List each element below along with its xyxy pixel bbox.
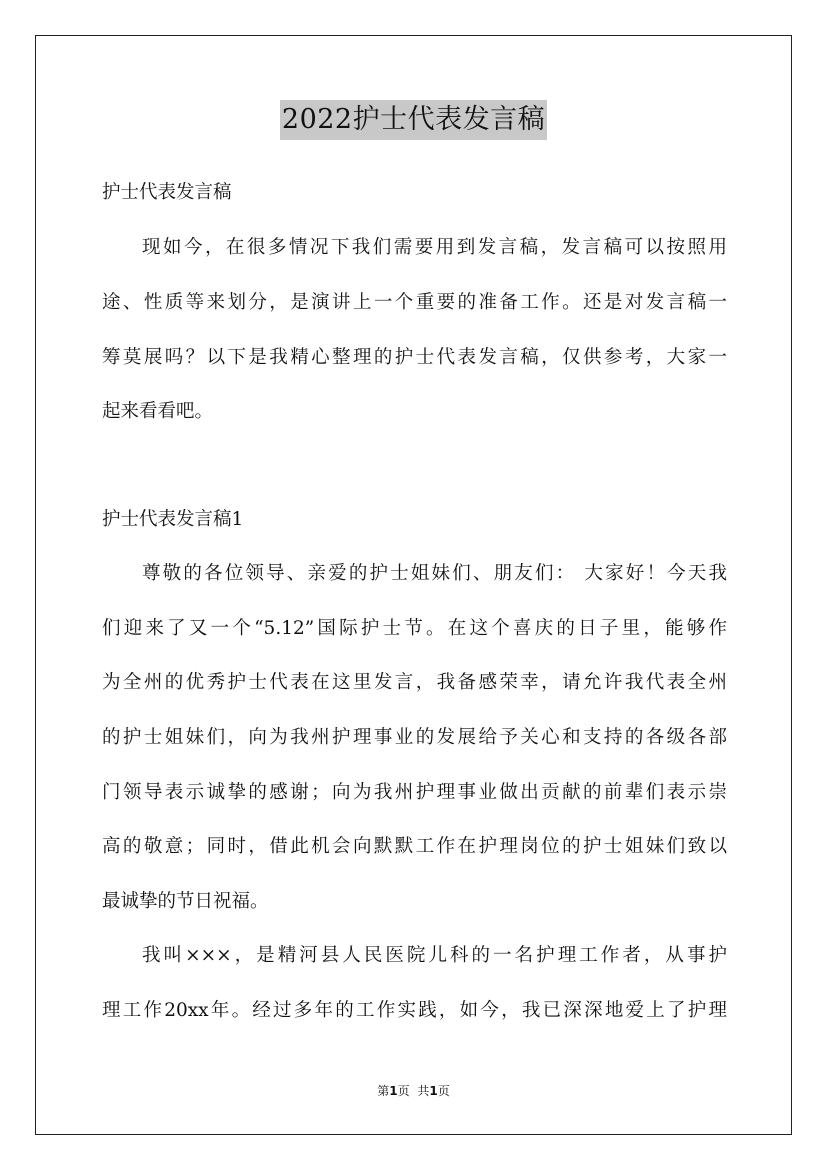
para1-line-3: 为全州的优秀护士代表在这里发言，我备感荣幸，请允许我代表全州	[102, 672, 727, 693]
para1-line-2: 们迎来了又一个“5.12”国际护士节。在这个喜庆的日子里，能够作	[102, 618, 727, 639]
footer-page-number: 1	[389, 1084, 398, 1098]
footer-total-suffix: 页	[437, 1084, 450, 1098]
footer-total-number: 1	[429, 1084, 438, 1098]
intro-line-1: 现如今，在很多情况下我们需要用到发言稿，发言稿可以按照用	[142, 237, 727, 258]
footer-page-suffix: 页	[397, 1084, 410, 1098]
intro-line-2: 途、性质等来划分，是演讲上一个重要的准备工作。还是对发言稿一	[102, 292, 727, 313]
intro-line-3: 筹莫展吗？以下是我精心整理的护士代表发言稿，仅供参考，大家一	[102, 347, 727, 368]
footer-total-prefix: 共	[417, 1084, 430, 1098]
para1-line-4: 的护士姐妹们，向为我州护理事业的发展给予关心和支持的各级各部	[102, 727, 727, 748]
intro-line-4: 起来看看吧。	[102, 401, 214, 422]
footer-page-prefix: 第	[377, 1084, 390, 1098]
document-subtitle: 护士代表发言稿	[102, 182, 232, 203]
para1-line-5: 门领导表示诚挚的感谢；向为我州护理事业做出贡献的前辈们表示崇	[102, 782, 727, 803]
para2-line-2: 理工作20xx年。经过多年的工作实践，如今，我已深深地爱上了护理	[102, 1000, 727, 1021]
para1-line-6: 高的敬意；同时，借此机会向默默工作在护理岗位的护士姐妹们致以	[102, 836, 727, 857]
para1-line-1: 尊敬的各位领导、亲爱的护士姐妹们、朋友们： 大家好！今天我	[142, 563, 727, 584]
title-container	[0, 100, 827, 140]
page-footer	[0, 1083, 827, 1099]
document-title: 2022护士代表发言稿	[280, 100, 547, 140]
para1-line-7: 最诚挚的节日祝福。	[102, 891, 269, 912]
para2-line-1: 我叫×××，是精河县人民医院儿科的一名护理工作者，从事护	[142, 945, 727, 966]
section-heading: 护士代表发言稿1	[102, 509, 244, 530]
